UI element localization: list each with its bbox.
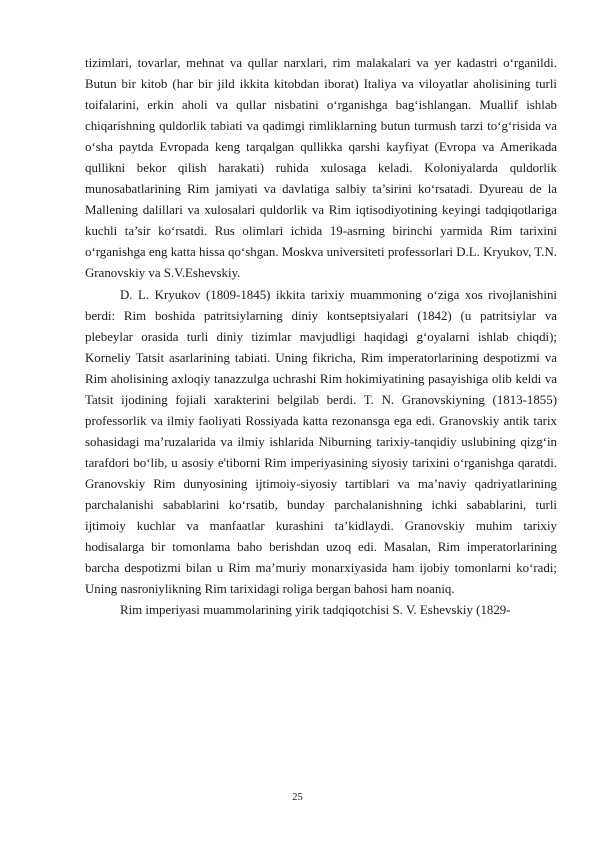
paragraph-eshevskiy: Rim imperiyasi muammolarining yirik tadqiqotchisi S. V. Eshevskiy (1829- [120,603,511,618]
paragraph-kryukov-granovskiy: D. L. Kryukov (1809-1845) ikkita tarixiy muammoning o‘ziga xos rivojlanishini berdi: Rim boshida patritsiylarning diniy kontseptsiyalari (1842) (u patritsiylar va plebeylar orasida turli diniy tizimlar mavjudligi haqidagi g‘oyalarni ishlab chiqdi); Korneliy Tatsit asarlarining tabiati. Uning fikricha, Rim imperatorlarining despotizmi va Rim aholisining axloqiy tanazzulga uchrashi Rim hokimiyatining pasayishiga olib keldi va Tatsit ijodining fojiali xarakterini belgilab berdi. T. N. Granovskiyning (1813-1855) professorlik va ilmiy faoliyati Rossiyada katta rezonansga ega edi. Granovskiy antik tarix sohasidagi ma’ruzalarida va ilmiy ishlarida Niburning tarixiy-tanqidiy uslubining qizg‘in tarafdori bo‘lib, u asosiy e'tiborni Rim imperiyasining siyosiy tarixini o‘rganishga qaratdi. Granovskiy Rim dunyosining ijtimoiy-siyosiy tartiblari va ma’naviy qadriyatlarining parchalanishi sabablarini ko‘rsatib, bunday parchalanishning ichki sabablarini, turli ijtimoiy kuchlar va manfaatlar kurashini ta’kidlaydi. Granovskiy muhim tarixiy hodisalarga bir tomonlama baho berishdan uzoq edi. Masalan, Rim imperatorlarining barcha despotizmi bilan u Rim ma’muriy monarxiyasida ham ijobiy tomonlarni ko‘radi; Uning nasroniylikning Rim tarixidagi roliga bergan bahosi ham noaniq. [85,287,557,597]
page-number: 25 [292,792,303,803]
paragraph-rim-sources: tizimlari, tovarlar, mehnat va qullar narxlari, rim malakalari va yer kadastri o‘rganildi. Butun bir kitob (har bir jild ikkita kitobdan iborat) Italiya va viloyatlar aholisining turli toifalarini, erkin aholi va qullar nisbatini o‘rganishga bag‘ishlangan. Muallif ishlab chiqarishning quldorlik tabiati va qadimgi rimliklarning butun turmush tarzi to‘g‘risida va o‘sha paytda Evropada keng tarqalgan qullikka qarshi kayfiyat (Evropa va Amerikada qullikni bekor qilish harakati) ruhida xulosaga keladi. Koloniyalarda quldorlik munosabatlarining Rim jamiyati va davlatiga salbiy ta’sirini ko‘rsatadi. Dyureau de la Mallening dalillari va xulosalari quldorlik va Rim iqtisodiyotining keyingi tadqiqotlariga kuchli ta’sir ko‘rsatdi. Rus olimlari ichida 19-asrning birinchi yarmida Rim tarixini o‘rganishga eng katta hissa qo‘shgan. Moskva universiteti professorlari D.L. Kryukov, T.N. Granovskiy va S.V.Eshevskiy. [85,56,557,281]
document-page [85,53,557,621]
